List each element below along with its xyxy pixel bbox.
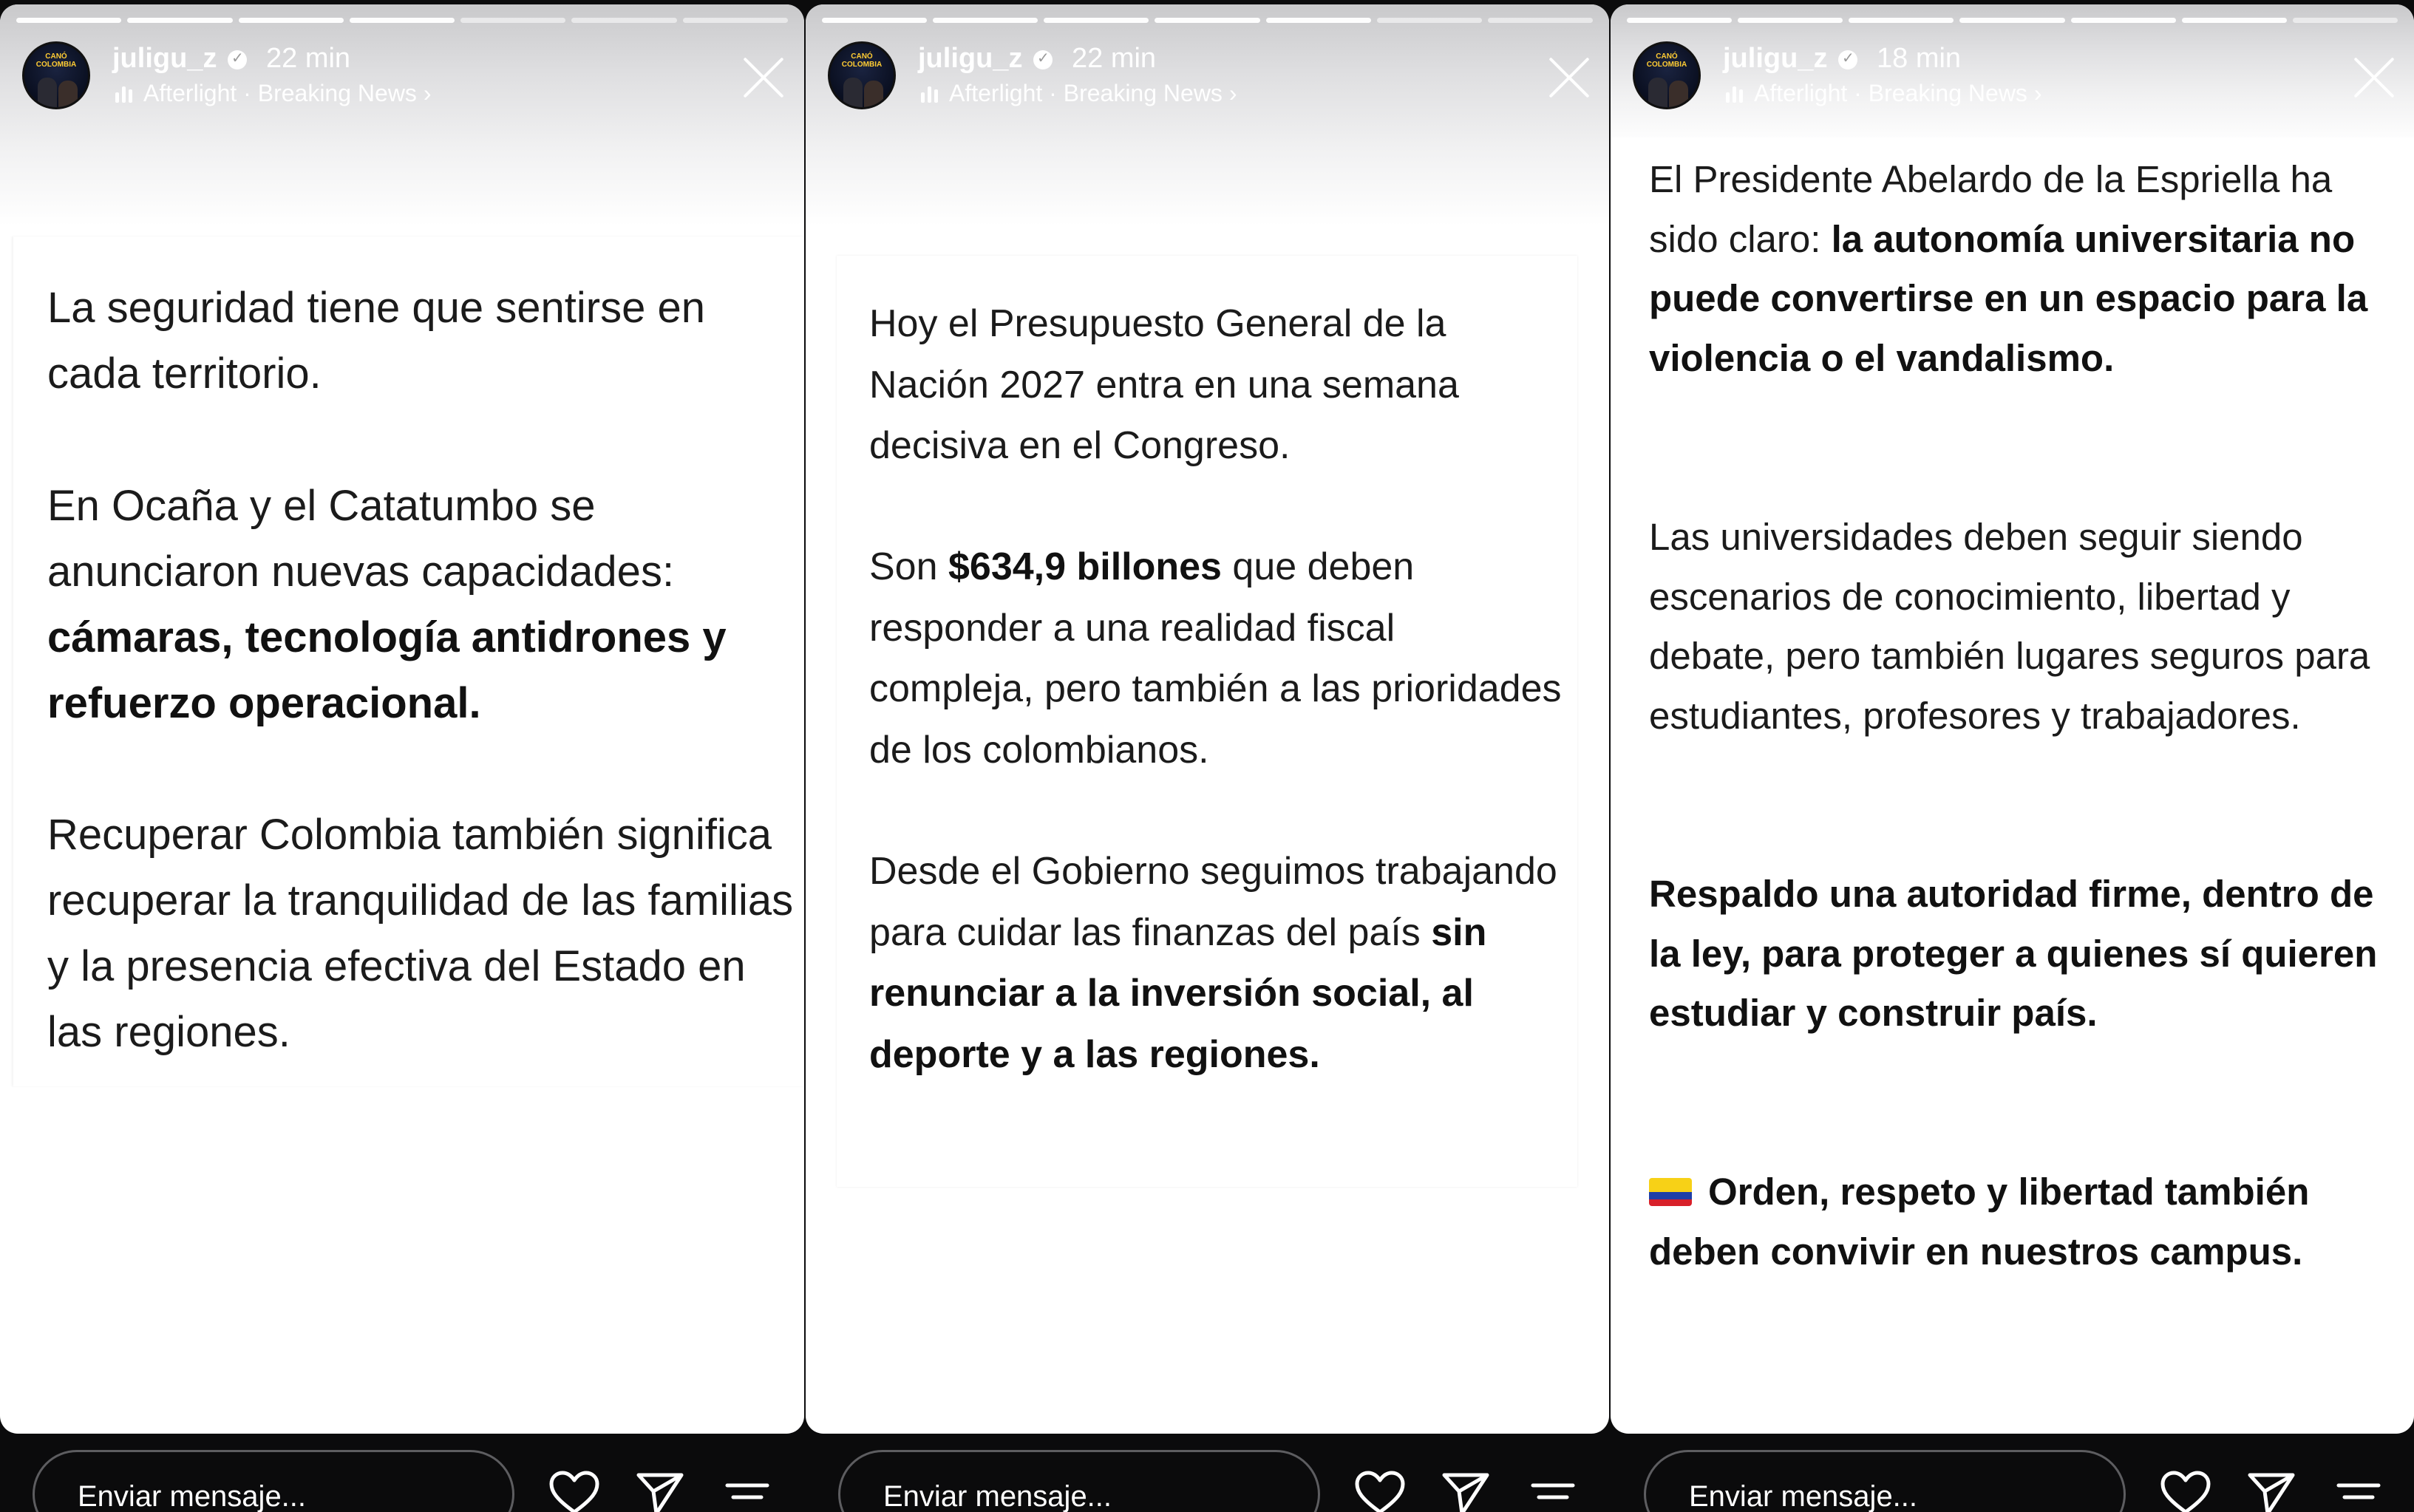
- bold-text: Orden, respeto y libertad también deben convivir en nuestros campus.: [1649, 1171, 2310, 1273]
- story-paragraph: [47, 275, 794, 406]
- text-run: Hoy el Presupuesto General de la Nación 2027 entra en una semana decisiva en el Congreso.: [869, 302, 1459, 467]
- username[interactable]: juligu_z: [918, 43, 1023, 74]
- story-progress-bar: [822, 18, 1593, 23]
- story-paragraph: [47, 802, 794, 1065]
- music-attribution[interactable]: [115, 80, 431, 107]
- music-label: Afterlight · Breaking News ›: [143, 80, 432, 106]
- bold-text: cámaras, tecnología antidrones y refuerzo operacional.: [47, 613, 727, 727]
- music-label: Afterlight · Breaking News ›: [949, 80, 1237, 106]
- text-run: Desde el Gobierno seguimos trabajando para cuidar las finanzas del país: [869, 850, 1557, 954]
- message-input[interactable]: Enviar mensaje...: [1644, 1450, 2126, 1512]
- text-run: Son: [869, 545, 948, 588]
- share-icon[interactable]: [2245, 1471, 2297, 1512]
- verified-badge-icon: [1033, 50, 1053, 69]
- colombia-flag-icon: [1649, 1178, 1692, 1206]
- message-input[interactable]: Enviar mensaje...: [33, 1450, 514, 1512]
- story-paragraph: [1649, 1162, 2403, 1281]
- text-run: Recuperar Colombia también significa recuperar la tranquilidad de las familias y la presencia efectiva del Estado en las regiones.: [47, 811, 794, 1056]
- story-paragraph: [869, 293, 1564, 477]
- text-run: En Ocaña y el Catatumbo se anunciaron nuevas capacidades:: [47, 482, 675, 596]
- text-run: que deben responder a una realidad fiscal compleja, pero también a las prioridades de los colombianos.: [869, 545, 1562, 772]
- bold-text: $634,9 billones: [948, 545, 1222, 588]
- story-panel-1[interactable]: [0, 4, 804, 1434]
- share-icon[interactable]: [1440, 1471, 1492, 1512]
- menu-lines-icon[interactable]: [2333, 1471, 2384, 1512]
- heart-icon[interactable]: [548, 1471, 600, 1512]
- username[interactable]: juligu_z: [112, 43, 217, 74]
- story-paragraph: [47, 473, 794, 736]
- story-progress-bar: [16, 18, 788, 23]
- verified-badge-icon: [228, 50, 247, 69]
- story-paragraph: [869, 537, 1564, 780]
- close-icon[interactable]: [1546, 55, 1592, 101]
- menu-lines-icon[interactable]: [721, 1471, 773, 1512]
- music-attribution[interactable]: [1726, 80, 2041, 107]
- text-run: El Presidente Abelardo de la Espriella ha sido claro:: [1649, 158, 2333, 260]
- bold-text: Respaldo una autoridad firme, dentro de la ley, para proteger a quienes sí quieren estudiar y construir país.: [1649, 873, 2378, 1034]
- story-paragraph: [1649, 865, 2403, 1043]
- post-time: 18 min: [1877, 43, 1962, 74]
- story-header-gradient: [0, 4, 804, 226]
- share-icon[interactable]: [634, 1471, 686, 1512]
- bold-text: sin renunciar a la inversión social, al deporte y a las regiones.: [869, 910, 1487, 1076]
- story-progress-bar: [1627, 18, 2398, 23]
- story-paragraph: [1649, 508, 2403, 746]
- text-run: La seguridad tiene que sentirse en cada territorio.: [47, 284, 705, 398]
- avatar[interactable]: CANÓ COLOMBIA: [828, 41, 896, 109]
- post-time: 22 min: [266, 43, 351, 74]
- close-icon[interactable]: [741, 55, 786, 101]
- post-time: 22 min: [1072, 43, 1157, 74]
- audio-bars-icon: [921, 86, 939, 103]
- music-attribution[interactable]: [921, 80, 1237, 107]
- story-paragraph: [1649, 150, 2403, 388]
- message-input[interactable]: Enviar mensaje...: [838, 1450, 1320, 1512]
- story-paragraph: [869, 841, 1564, 1085]
- story-header-gradient: [806, 4, 1609, 226]
- text-run: Las universidades deben seguir siendo escenarios de conocimiento, libertad y debate, pero también lugares seguros para estudiantes, profesores y trabajadores.: [1649, 516, 2370, 737]
- menu-lines-icon[interactable]: [1527, 1471, 1579, 1512]
- avatar[interactable]: CANÓ COLOMBIA: [1633, 41, 1701, 109]
- music-label: Afterlight · Breaking News ›: [1754, 80, 2042, 106]
- close-icon[interactable]: [2351, 55, 2397, 101]
- heart-icon[interactable]: [1354, 1471, 1406, 1512]
- story-header-gradient: [1611, 4, 2414, 145]
- heart-icon[interactable]: [2160, 1471, 2211, 1512]
- username[interactable]: juligu_z: [1723, 43, 1828, 74]
- audio-bars-icon: [115, 86, 133, 103]
- bold-text: la autonomía universitaria no puede convertirse en un espacio para la violencia o el vandalismo.: [1649, 217, 2368, 379]
- avatar[interactable]: CANÓ COLOMBIA: [22, 41, 90, 109]
- story-panel-3[interactable]: [1611, 4, 2414, 1434]
- audio-bars-icon: [1726, 86, 1744, 103]
- story-panel-2[interactable]: [806, 4, 1609, 1434]
- verified-badge-icon: [1838, 50, 1857, 69]
